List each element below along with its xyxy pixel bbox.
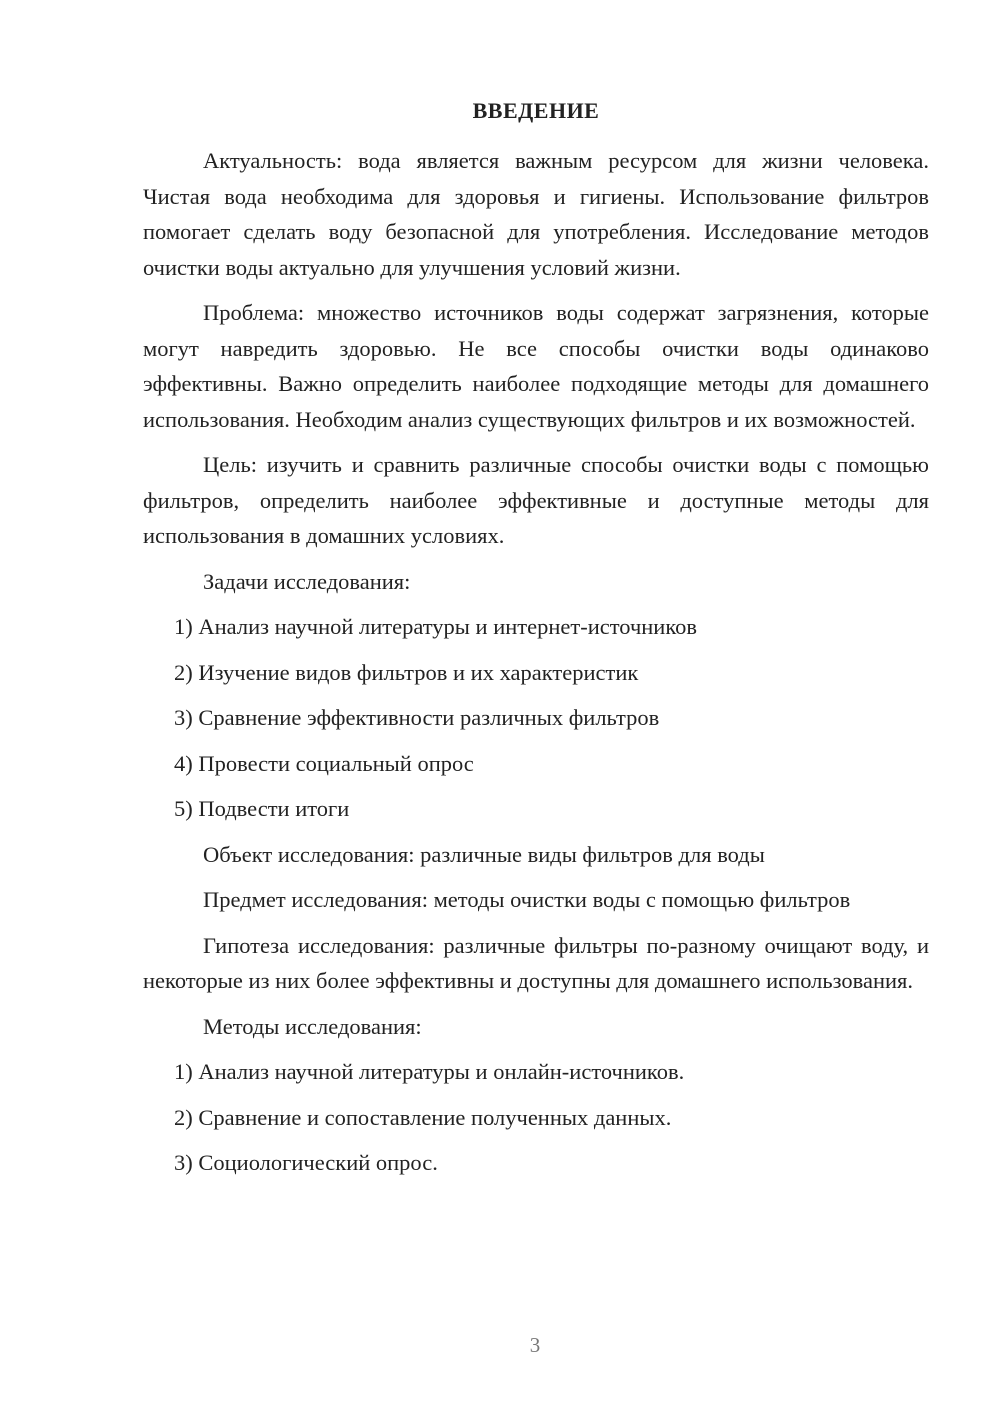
goal-paragraph: Цель: изучить и сравнить различные способы очистки воды с помощью фильтров, определить наиболее эффективные и доступные методы для использования в домашних условиях. — [143, 452, 929, 548]
relevance-paragraph: Актуальность: вода является важным ресурсом для жизни человека. Чистая вода необходима для здоровья и гигиены. Использование фильтров помогает сделать воду безопасной для употребления. Исследование методов очистки воды актуально для улучшения условий жизни. — [143, 148, 929, 280]
list-item-task-5: 5) Подвести итоги — [174, 796, 350, 821]
methods-heading: Методы исследования: — [203, 1013, 422, 1039]
problem-paragraph: Проблема: множество источников воды содержат загрязнения, которые могут навредить здоровью. Не все способы очистки воды одинаково эффективны. Важно определить наиболее подходящие методы для домашнего использования. Необходим анализ существующих фильтров и их возможностей. — [143, 300, 929, 432]
object-paragraph: Объект исследования: различные виды фильтров для воды — [203, 841, 765, 867]
list-item-method-1: 1) Анализ научной литературы и онлайн-источников. — [174, 1059, 685, 1084]
subject-paragraph: Предмет исследования: методы очистки воды с помощью фильтров — [203, 887, 851, 912]
tasks-heading: Задачи исследования: — [203, 568, 411, 594]
list-item-method-2: 2) Сравнение и сопоставление полученных данных. — [174, 1104, 672, 1130]
list-item-method-3: 3) Социологический опрос. — [174, 1150, 438, 1175]
list-item-task-4: 4) Провести социальный опрос — [174, 750, 474, 776]
page-body — [143, 143, 929, 1191]
list-item-task-3: 3) Сравнение эффективности различных фильтров — [174, 705, 660, 730]
list-item-task-2: 2) Изучение видов фильтров и их характеристик — [174, 659, 639, 685]
page-number: 3 — [529, 1333, 541, 1357]
hypothesis-paragraph: Гипотеза исследования: различные фильтры по-разному очищают воду, и некоторые из них более эффективны и доступны для домашнего использования. — [143, 932, 929, 993]
page-title: ВВЕДЕНИЕ — [472, 98, 600, 123]
list-item-task-1: 1) Анализ научной литературы и интернет-источников — [174, 614, 698, 639]
